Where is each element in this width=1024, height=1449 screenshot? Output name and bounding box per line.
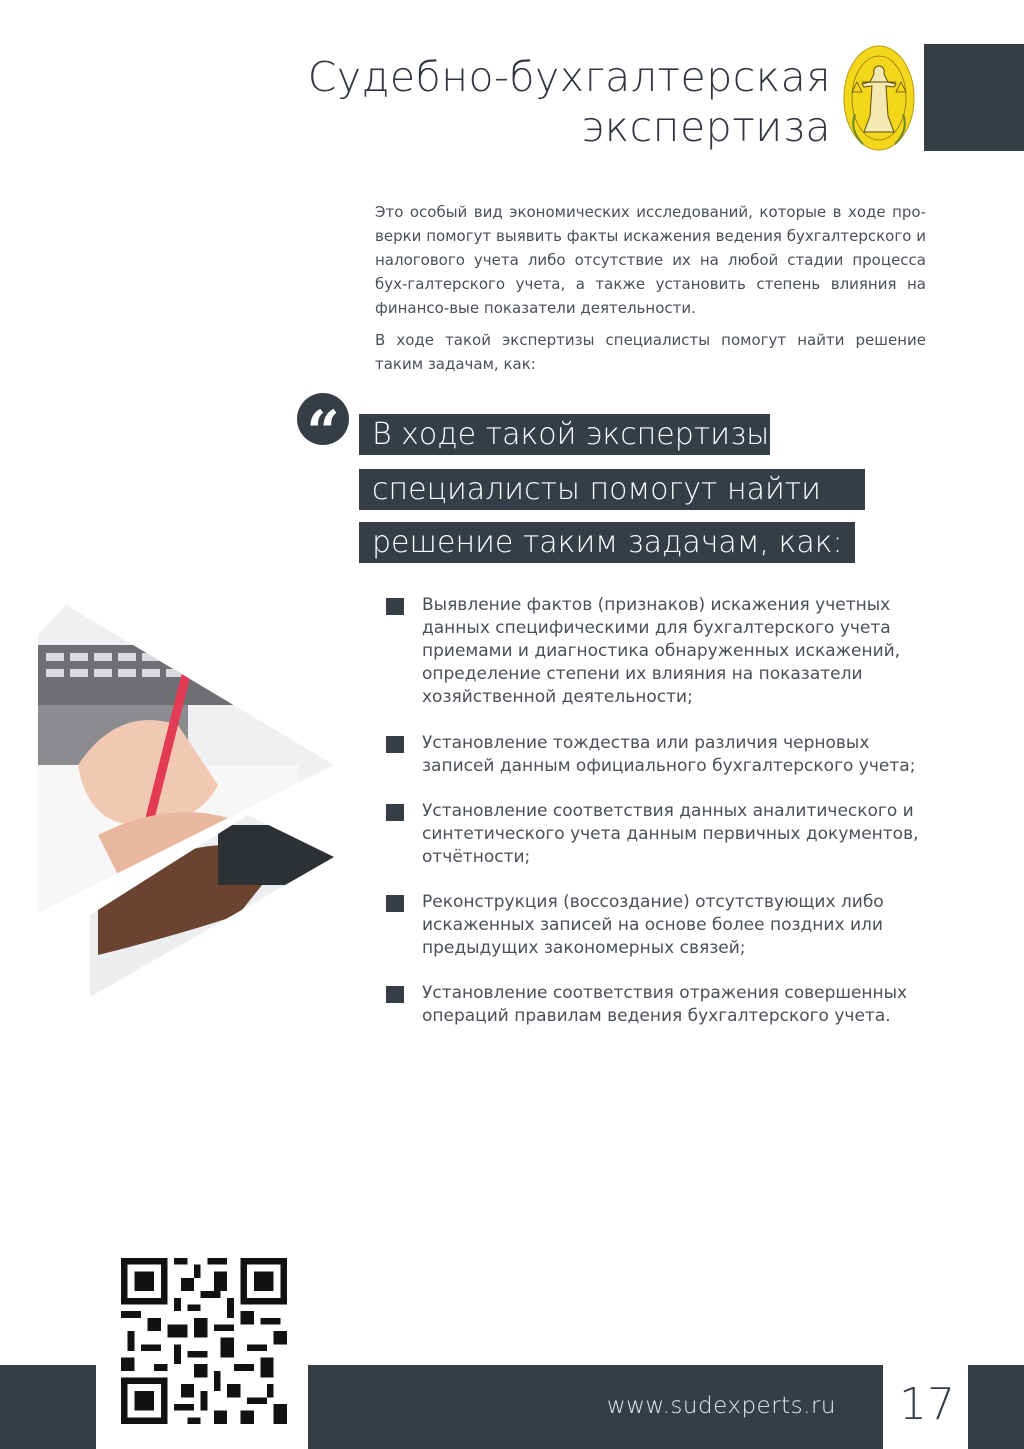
intro-paragraph-1: Это особый вид экономических исследований, которые в ходе про-верки помогут выявить факты искажения ведения бухгалтерского и налогового учета либо отсутствие их на любой стадии процесса бух-галтерского учета, а также установить степень влияния на финансо-вые показатели деятельности.: [375, 203, 926, 317]
collage-image: [38, 605, 334, 997]
bullet-square-icon: [386, 598, 404, 615]
list-item: Установление тождества или различия черновых записей данным официального бухгалтерского учета;: [386, 732, 946, 778]
list-item: Установление соответствия данных аналитического и синтетического учета данным первичных документов, отчётности;: [386, 800, 946, 869]
header-tab: [924, 44, 1024, 151]
list-item: Выявление фактов (признаков) искажения учетных данных специфическими для бухгалтерского учета приемами и диагностика обнаруженных искажений, определение степени их влияния на показатели хозяйственной деятельности;: [386, 594, 946, 709]
seal-logo: [843, 44, 915, 152]
page-title: [308, 52, 831, 152]
footer-bar-left: [0, 1365, 96, 1449]
title-line-1: Судебно-бухгалтерская: [307, 53, 831, 101]
quote-icon: “: [297, 393, 349, 445]
highlight-line-2: специалисты помогут найти: [359, 469, 865, 510]
list-item: Реконструкция (воссоздание) отсутствующих либо искаженных записей на основе более поздних или предыдущих закономерных связей;: [386, 891, 946, 960]
title-line-2: экспертиза: [581, 103, 831, 151]
bullet-square-icon: [386, 986, 404, 1003]
website-link[interactable]: www.sudexperts.ru: [606, 1393, 836, 1419]
footer-bar-right: [968, 1365, 1024, 1449]
intro-text: [375, 200, 926, 384]
task-list: [386, 594, 946, 1028]
bullet-square-icon: [386, 736, 404, 753]
intro-paragraph-2: В ходе такой экспертизы специалисты помогут найти решение таким задачам, как:: [375, 331, 926, 373]
bullet-square-icon: [386, 895, 404, 912]
qr-code[interactable]: [121, 1258, 287, 1424]
list-item: Установление соответствия отражения совершенных операций правилам ведения бухгалтерского учета.: [386, 982, 946, 1028]
highlight-line-3: решение таким задачам, как:: [359, 522, 855, 563]
page-number: 17: [899, 1379, 955, 1430]
bullet-square-icon: [386, 804, 404, 821]
highlight-line-1: В ходе такой экспертизы: [359, 414, 770, 455]
